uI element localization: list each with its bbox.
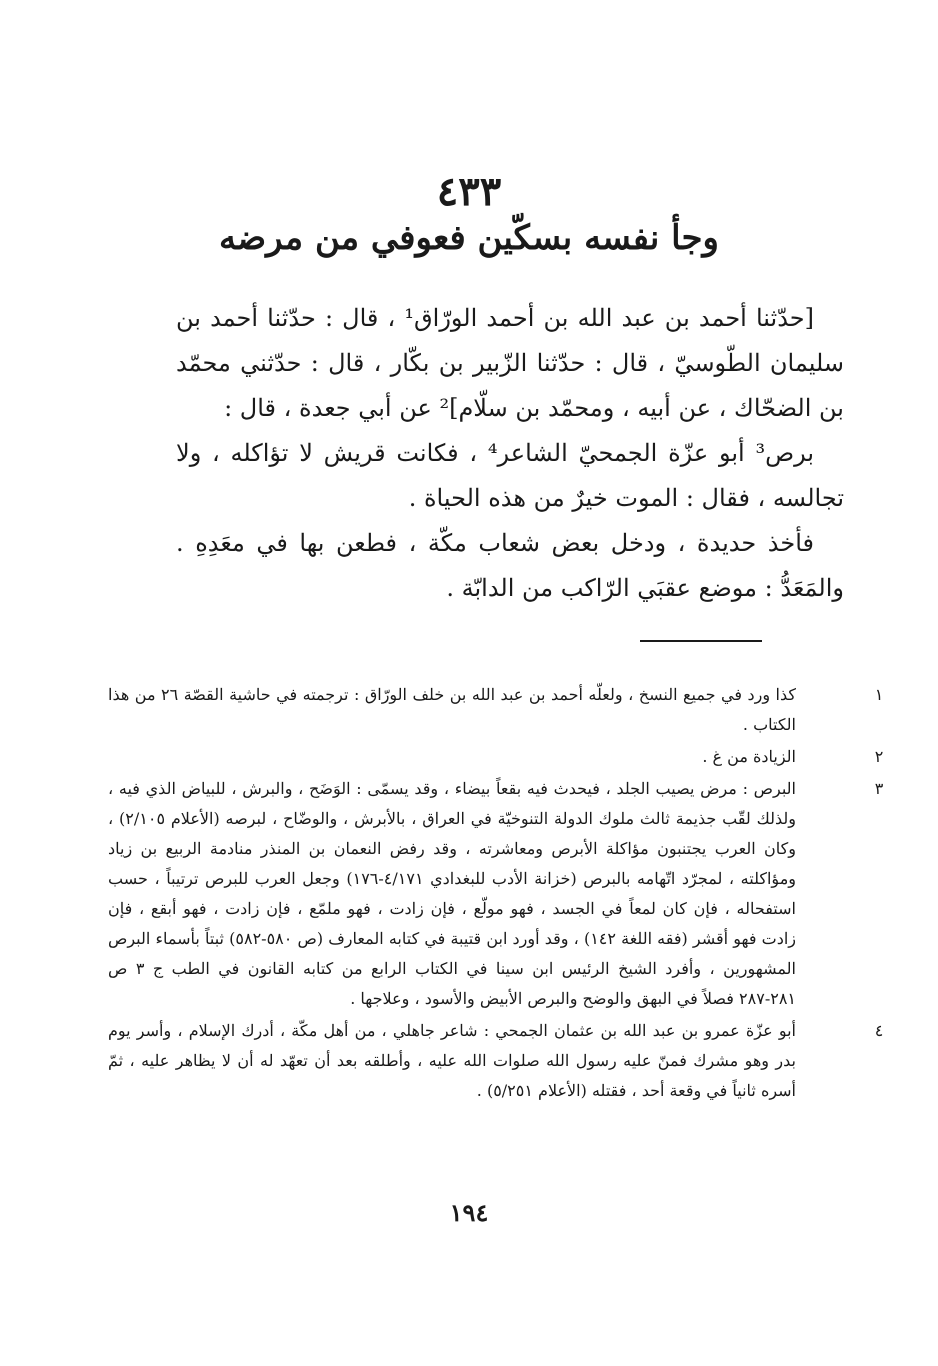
footnote-item	[108, 680, 884, 740]
footnote-item	[108, 1016, 884, 1106]
story-body	[176, 296, 844, 611]
body-paragraph-narrative: برص³ أبو عزّة الجمحيّ الشاعر⁴ ، فكانت قريش لا تؤاكله ، ولا تجالسه ، فقال : الموت خيرٌ من هذه الحياة .	[176, 439, 844, 512]
footnote-number: ٢	[874, 747, 884, 766]
page-number: ١٩٤	[449, 1198, 489, 1227]
footnote-text: الزيادة من غ .	[702, 747, 796, 766]
footnote-separator	[640, 640, 762, 642]
footnote-number: ٣	[874, 779, 884, 798]
body-paragraph-conclusion: فأخذ حديدة ، ودخل بعض شعاب مكّة ، فطعن بها في معَدِهِ . والمَعَدُّ : موضع عقبَي الرّاكب من الدابّة .	[176, 529, 844, 602]
footnote-text: أبو عزّة عمرو بن عبد الله بن عثمان الجمحي : شاعر جاهلي ، من أهل مكّة ، أدرك الإسلام ، وأسر يوم بدر وهو مشرك فمنّ عليه رسول الله صلوات الله عليه ، وأطلقه بعد أن تعهّد له أن لا يظاهر عليه ، ثمّ أسره ثانياً في وقعة أحد ، فقتله (الأعلام ٥/٢٥١) .	[108, 1021, 796, 1100]
footnote-text: البرص : مرض يصيب الجلد ، فيحدث فيه بقعاً بيضاء ، وقد يسمّى : الوَضَح ، والبرش ، للبياض الذي فيه ، ولذلك لقّب جذيمة ثالث ملوك الدولة التنوخيّة في العراق ، بالأبرش ، والوضّاح ، لبرصه (الأعلام ٢/١٠٥) ، وكان العرب يجتنبون مؤاكلة الأبرص ومعاشرته ، وقد رفض النعمان بن المنذر منادمة الربيع بن زياد ومؤاكلته ، لمجرّد اتّهامه بالبرص (خزانة الأدب للبغدادي ٤/١٧١-١٧٦) وجعل العرب للبرص ترتيباً ، حسب استفحاله ، فإن كان لمعاً في الجسد ، فهو مولّع ، فإن زادت ، فهو ملمّع ، فإن زادت ، فهو أبقع ، فإن زادت فهو أقشر (فقه اللغة ١٤٢) ، وقد أورد ابن قتيبة في كتابه المعارف (ص ٥٨٠-٥٨٢) ثبتاً بأسماء البرص المشهورين ، وأفرد الشيخ الرئيس ابن سينا في الكتاب الرابع من كتابه القانون في الطب ج ٣ ص ٢٨١-٢٨٧ فصلاً في البهق والوضح والبرص الأبيض والأسود ، وعلاجها .	[108, 779, 797, 1008]
footnote-number: ١	[874, 685, 884, 704]
story-number: ٤٣٣	[436, 168, 502, 215]
footnote-number: ٤	[874, 1021, 884, 1040]
footnotes	[108, 680, 884, 1108]
footnote-item	[108, 774, 884, 1014]
footnote-item	[108, 742, 884, 772]
body-paragraph-isnad: [حدّثنا أحمد بن عبد الله بن أحمد الورّاق¹ ، قال : حدّثنا أحمد بن سليمان الطّوسيّ ، قال : حدّثنا الزّبير بن بكّار ، قال : حدّثني محمّد بن الضحّاك ، عن أبيه ، ومحمّد بن سلّام]² عن أبي جعدة ، قال :	[176, 304, 844, 422]
footnote-text: كذا ورد في جميع النسخ ، ولعلّه أحمد بن عبد الله بن خلف الورّاق : ترجمته في حاشية القصّة ٢٦ من هذا الكتاب .	[108, 685, 797, 734]
story-title: وجأ نفسه بسكّين فعوفي من مرضه	[219, 218, 719, 258]
